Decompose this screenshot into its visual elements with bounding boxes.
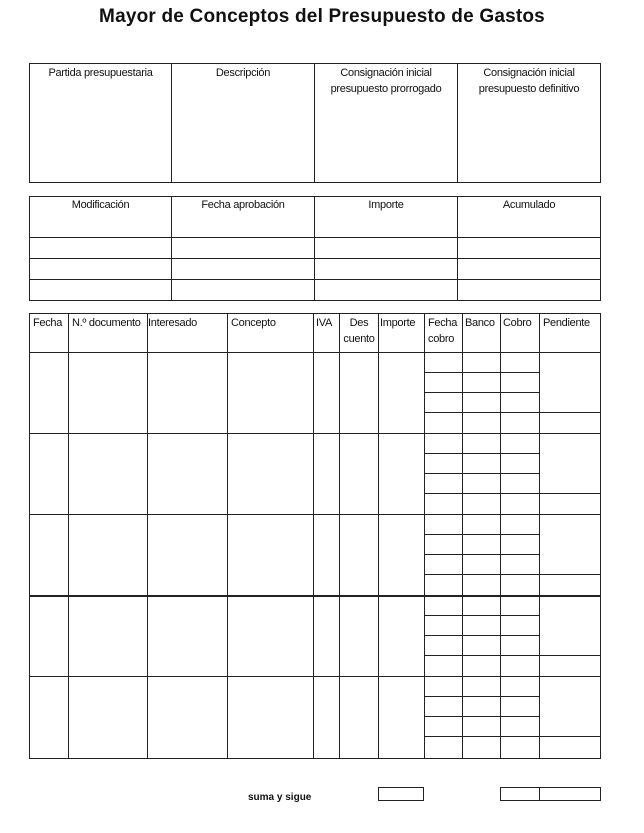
sub-row-line <box>424 453 539 454</box>
suma-cobro-pendiente-box[interactable] <box>500 787 601 801</box>
header-interesado: Interesado <box>148 317 197 329</box>
header-fecha-cobro: Fecha cobro <box>428 317 458 345</box>
divider <box>68 313 69 759</box>
divider <box>424 313 425 759</box>
sub-row-line <box>424 736 601 737</box>
suma-y-sigue-label: suma y sigue <box>248 792 312 803</box>
divider <box>171 63 172 183</box>
header-consignacion-definitivo: Consignación inicial presupuesto definitivo <box>478 67 580 95</box>
header-banco: Banco <box>465 317 495 329</box>
header-fecha-aprobacion: Fecha aprobación <box>201 199 285 211</box>
header-pendiente: Pendiente <box>543 317 590 329</box>
row-line <box>29 237 601 238</box>
header-consignacion-prorrogado: Consignación inicial presupuesto prorrogado <box>330 67 442 95</box>
sub-row-line <box>424 493 601 494</box>
suma-importe-box[interactable] <box>378 787 424 801</box>
group-line <box>29 514 601 515</box>
page-title: Mayor de Conceptos del Presupuesto de Gastos <box>99 6 545 27</box>
divider <box>539 787 540 801</box>
group-line <box>29 433 601 434</box>
divider <box>227 313 228 759</box>
sub-row-line <box>424 574 601 575</box>
row-line <box>29 258 601 259</box>
divider <box>462 313 463 759</box>
sub-row-line <box>424 655 601 656</box>
header-cobro: Cobro <box>503 317 532 329</box>
header-descuento: Des cuento <box>343 317 375 345</box>
header-concepto: Concepto <box>231 317 276 329</box>
header-fecha: Fecha <box>33 317 63 329</box>
header-partida: Partida presupuestaria <box>48 67 153 79</box>
sub-row-line <box>424 716 539 717</box>
header-modificacion: Modificación <box>71 199 130 211</box>
header-n-documento: N.º documento <box>72 317 141 329</box>
divider <box>147 313 148 759</box>
divider <box>500 313 501 759</box>
sub-row-line <box>424 554 539 555</box>
sub-row-line <box>424 615 539 616</box>
header-iva: IVA <box>316 317 333 329</box>
sub-row-line <box>424 534 539 535</box>
header-acumulado: Acumulado <box>502 199 556 211</box>
row-line <box>29 352 601 353</box>
divider <box>378 313 379 759</box>
row-line <box>29 279 601 280</box>
header-descripcion: Descripción <box>215 67 271 79</box>
sub-row-line <box>424 392 539 393</box>
sub-row-line <box>424 372 539 373</box>
header-importe-ledger: Importe <box>380 317 416 329</box>
group-line <box>29 595 601 597</box>
group-line <box>29 676 601 677</box>
header-importe: Importe <box>368 199 404 211</box>
sub-row-line <box>424 412 601 413</box>
sub-row-line <box>424 473 539 474</box>
divider <box>539 313 540 759</box>
divider <box>339 313 340 759</box>
divider <box>313 313 314 759</box>
sub-row-line <box>424 696 539 697</box>
sub-row-line <box>424 635 539 636</box>
ledger-box <box>29 313 601 759</box>
